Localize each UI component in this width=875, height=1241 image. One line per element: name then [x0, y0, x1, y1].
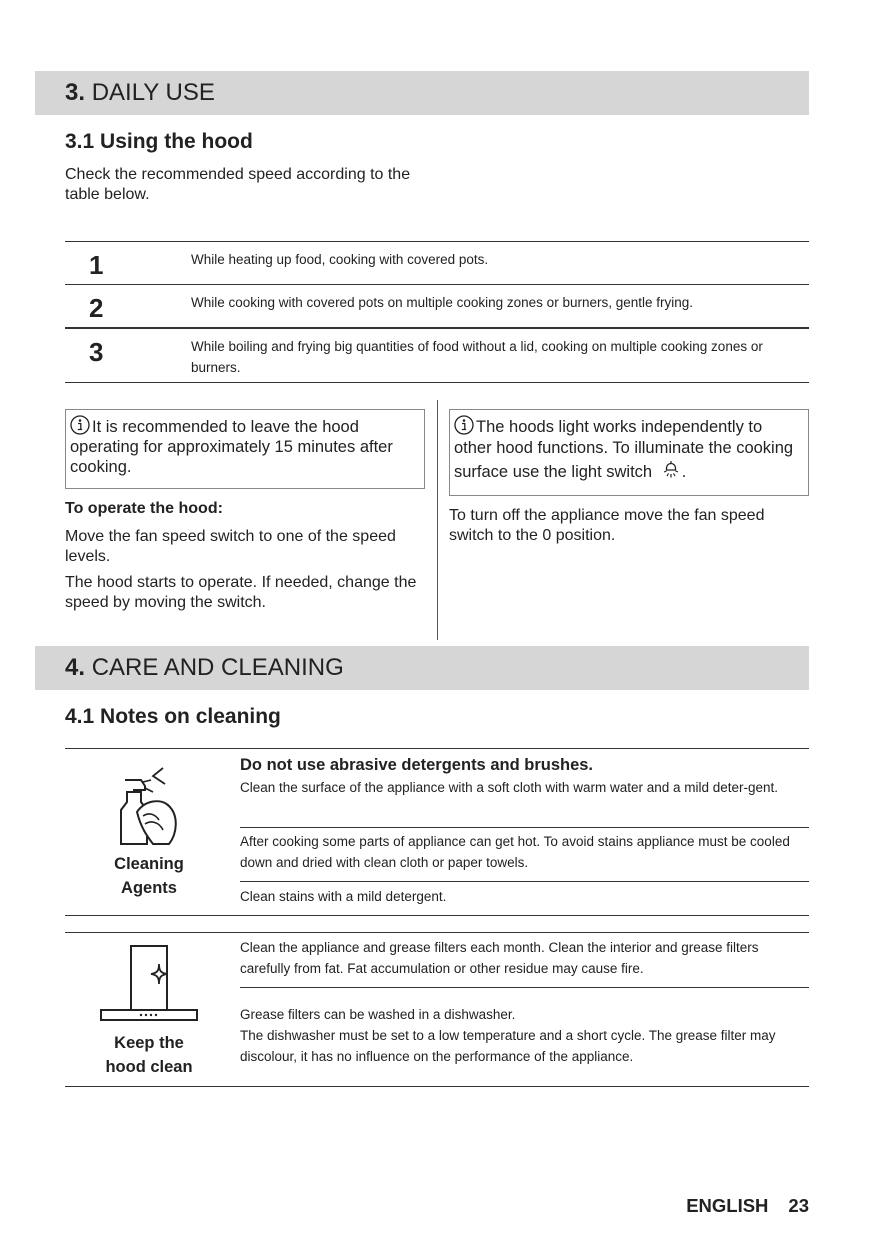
info-box-after-cooking: [65, 409, 425, 489]
section-3-title: DAILY USE: [91, 79, 215, 106]
keep-clean-top-rule: [65, 932, 809, 933]
keep-clean-label: [65, 1031, 233, 1079]
section-3-header: [35, 71, 809, 115]
cleaning-row-divider-2: [240, 881, 809, 882]
info-icon: [70, 415, 90, 435]
cleaning-agents-bottom-rule: [65, 915, 809, 916]
cleaning-agents-top-rule: [65, 748, 809, 749]
subsection-4-1-title: 4.1 Notes on cleaning: [65, 705, 281, 728]
info-box-light-end: .: [681, 463, 687, 481]
speed-description-1: While heating up food, cooking with covered pots.: [191, 252, 489, 267]
page-number: 23: [788, 1195, 809, 1216]
section-3-number: 3.: [65, 79, 86, 106]
info-box-after-cooking-text: It is recommended to leave the hood operating for approximately 15 minutes after cooking.: [70, 418, 393, 476]
speed-level-3: 3: [89, 337, 104, 367]
section-4-header: [35, 646, 809, 690]
keep-clean-row-1: Clean the appliance and grease filters each month. Clean the interior and grease filters carefully from fat. Fat accumulation or other residue may cause fire.: [240, 940, 759, 976]
speed-row-2: [65, 284, 809, 327]
cleaning-agents-label-line-2: Agents: [121, 879, 177, 897]
operate-heading: To operate the hood:: [65, 500, 223, 517]
keep-clean-block: [65, 932, 809, 1087]
light-bulb-icon: [660, 459, 682, 481]
speed-table: [65, 241, 809, 383]
clean-hood-icon: [99, 944, 201, 1024]
keep-clean-label-line-2: hood clean: [105, 1058, 193, 1076]
turn-off-text: To turn off the appliance move the fan speed switch to the 0 position.: [449, 507, 765, 544]
keep-clean-row-3: The dishwasher must be set to a low temperature and a short cycle. The grease filter may discolour, it has no influence on the performance of the appliance.: [240, 1028, 776, 1064]
speed-intro: Check the recommended speed according to the table below.: [65, 166, 411, 203]
speed-level-1: 1: [89, 250, 104, 280]
section-4-title: CARE AND CLEANING: [91, 654, 344, 681]
column-divider: [437, 400, 438, 640]
operate-step-2: The hood starts to operate. If needed, change the speed by moving the switch.: [65, 574, 417, 611]
info-box-light-text: The hoods light works independently to other hood functions. To illuminate the cooking surface use the light switch: [454, 418, 794, 481]
speed-table-bottom-rule: [65, 382, 809, 383]
footer-language: ENGLISH: [686, 1195, 769, 1216]
cleaning-warning-title: Do not use abrasive detergents and brushes.: [240, 756, 594, 774]
keep-clean-row-2: Grease filters can be washed in a dishwasher.: [240, 1007, 516, 1022]
operate-step-1: Move the fan speed switch to one of the speed levels.: [65, 528, 396, 565]
cleaning-agents-label-line-1: Cleaning: [114, 855, 184, 873]
info-box-light: [449, 409, 809, 496]
speed-description-3: While boiling and frying big quantities of food without a lid, cooking on multiple cooking zones or burners.: [191, 339, 763, 375]
subsection-3-1-title: 3.1 Using the hood: [65, 130, 253, 153]
keep-clean-bottom-rule: [65, 1086, 809, 1087]
cleaning-agents-label: [65, 852, 233, 900]
page-footer: [686, 1195, 809, 1217]
speed-level-2: 2: [89, 293, 104, 323]
section-4-number: 4.: [65, 654, 86, 681]
spray-bottle-icon: [115, 762, 185, 852]
cleaning-agents-block: [65, 748, 809, 916]
cleaning-row-2: After cooking some parts of appliance can get hot. To avoid stains appliance must be cooled down and dried with clean cloth or paper towels.: [240, 834, 790, 870]
keep-clean-label-line-1: Keep the: [114, 1034, 184, 1052]
speed-row-3: [65, 327, 809, 382]
cleaning-row-1: Clean the surface of the appliance with a soft cloth with warm water and a mild deter-gent.: [240, 780, 779, 795]
cleaning-row-divider-1: [240, 827, 809, 828]
keep-clean-row-divider: [240, 987, 809, 988]
cleaning-row-3: Clean stains with a mild detergent.: [240, 889, 447, 904]
speed-row-1: [65, 241, 809, 284]
speed-description-2: While cooking with covered pots on multiple cooking zones or burners, gentle frying.: [191, 295, 694, 310]
info-icon: [454, 415, 474, 435]
